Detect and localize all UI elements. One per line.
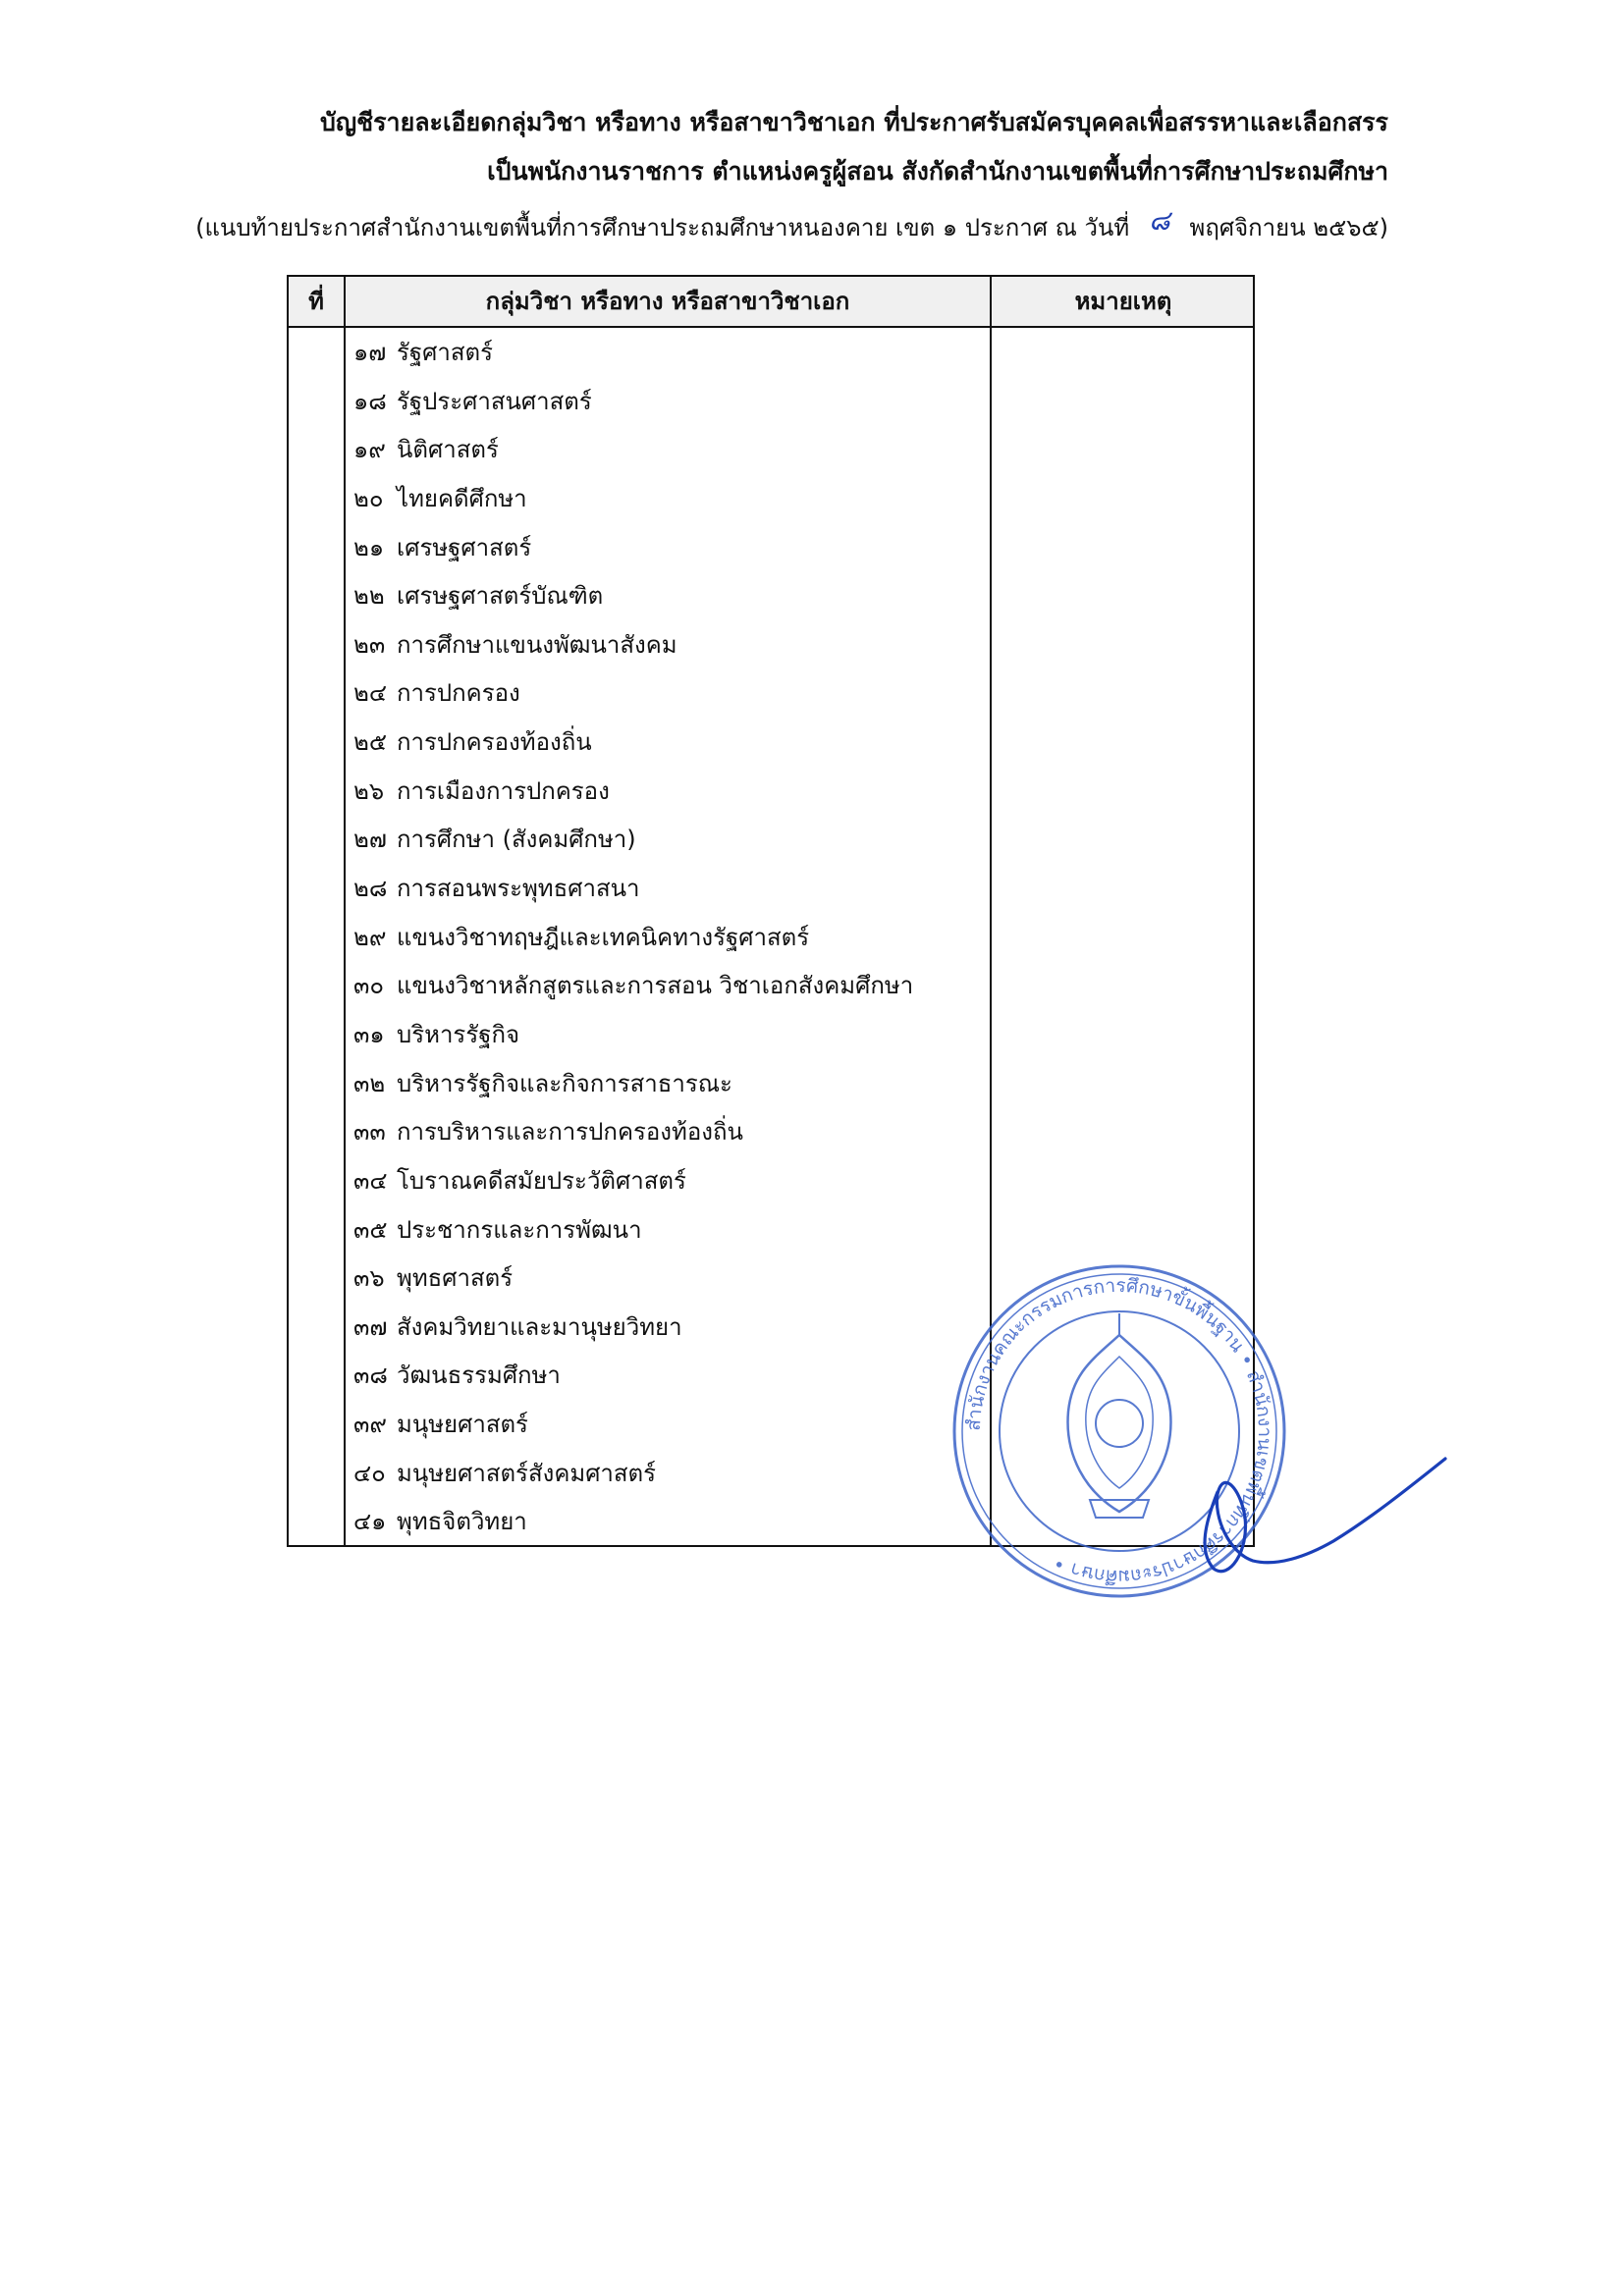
table-row (353, 525, 982, 574)
subtitle-month-year: พฤศจิกายน ๒๕๖๕) (1189, 214, 1388, 241)
row-subject: สังคมวิทยาและมานุษยวิทยา (397, 1312, 682, 1341)
table-row (353, 817, 982, 866)
row-subject: เศรษฐศาสตร์ (397, 533, 532, 561)
table-row (353, 427, 982, 476)
table-row (353, 1158, 982, 1207)
table-row (353, 1109, 982, 1158)
row-number: ๒๖ (353, 776, 385, 805)
table-row (353, 1499, 982, 1548)
table-row (353, 670, 982, 720)
row-subject: วัฒนธรรมศึกษา (397, 1362, 561, 1390)
row-subject: บริหารรัฐกิจ (397, 1020, 520, 1048)
subject-list (353, 330, 982, 1548)
table-row (353, 866, 982, 915)
row-number: ๔๑ (353, 1508, 387, 1536)
signature-icon (1159, 1433, 1453, 1600)
row-number: ๓๑ (353, 1020, 385, 1048)
table-row (353, 1451, 982, 1500)
table-row (353, 963, 982, 1012)
row-number: ๑๗ (353, 339, 387, 366)
table-row (353, 573, 982, 622)
row-subject: รัฐศาสตร์ (397, 339, 493, 366)
table-row (353, 1305, 982, 1354)
row-number: ๒๑ (353, 533, 385, 561)
header-subject: กลุ่มวิชา หรือทาง หรือสาขาวิชาเอก (485, 288, 850, 315)
table-row (353, 1353, 982, 1402)
row-number: ๒๓ (353, 630, 386, 659)
row-subject: พุทธศาสตร์ (397, 1264, 514, 1293)
table-row (353, 720, 982, 769)
table-row (353, 1207, 982, 1256)
row-subject: มนุษยศาสตร์สังคมศาสตร์ (397, 1459, 657, 1487)
row-subject: การเมืองการปกครอง (397, 776, 610, 805)
table-row (353, 1255, 982, 1305)
row-subject: ไทยคดีศึกษา (397, 484, 527, 512)
row-subject: พุทธจิตวิทยา (397, 1508, 527, 1536)
table-row (353, 1402, 982, 1451)
row-number: ๓๒ (353, 1069, 386, 1097)
row-subject: การศึกษาแขนงพัฒนาสังคม (397, 630, 677, 659)
table-row (353, 1012, 982, 1061)
row-number: ๒๒ (353, 582, 385, 611)
document-title-line-2: เป็นพนักงานราชการ ตำแหน่งครูผู้สอน สังกัดสำนักงานเขตพื้นที่การศึกษาประถมศึกษา (487, 157, 1388, 186)
document-title-line-1: บัญชีรายละเอียดกลุ่มวิชา หรือทาง หรือสาขาวิชาเอก ที่ประกาศรับสมัครบุคคลเพื่อสรรหาและเลือกสรร (319, 108, 1388, 136)
row-subject: การบริหารและการปกครองท้องถิ่น (397, 1118, 743, 1147)
table-row (353, 915, 982, 964)
row-number: ๑๙ (353, 436, 386, 464)
row-number: ๒๕ (353, 728, 387, 757)
header-remark: หมายเหตุ (1074, 288, 1172, 315)
row-number: ๓๕ (353, 1215, 388, 1244)
row-subject: รัฐประศาสนศาสตร์ (397, 387, 592, 415)
row-subject: การศึกษา (สังคมศึกษา) (397, 826, 636, 854)
row-number: ๓๗ (353, 1312, 388, 1341)
row-subject: โบราณคดีสมัยประวัติศาสตร์ (397, 1166, 686, 1195)
row-number: ๓๓ (353, 1118, 386, 1147)
row-subject: นิติศาสตร์ (397, 436, 499, 464)
row-number: ๒๘ (353, 875, 388, 903)
row-number: ๓๐ (353, 972, 385, 1000)
table-row (353, 769, 982, 818)
table-row (353, 1061, 982, 1110)
table-row (353, 476, 982, 525)
table-row (353, 330, 982, 379)
row-number: ๓๙ (353, 1411, 387, 1439)
row-subject: ประชากรและการพัฒนา (397, 1215, 642, 1244)
table-row (353, 622, 982, 671)
row-subject: แขนงวิชาทฤษฎีและเทคนิคทางรัฐศาสตร์ (397, 923, 810, 951)
row-subject: มนุษยศาสตร์ (397, 1411, 528, 1439)
row-number: ๑๘ (353, 387, 387, 415)
row-subject: การสอนพระพุทธศาสนา (397, 875, 640, 903)
row-subject: การปกครอง (397, 679, 520, 708)
handwritten-date: ๘ (1149, 204, 1170, 237)
row-subject: แขนงวิชาหลักสูตรและการสอน วิชาเอกสังคมศึกษา (397, 972, 914, 1000)
row-subject: เศรษฐศาสตร์บัณฑิต (397, 582, 604, 611)
subtitle-text: (แนบท้ายประกาศสำนักงานเขตพื้นที่การศึกษาประถมศึกษาหนองคาย เขต ๑ ประกาศ ณ วันที่ (195, 214, 1130, 241)
row-number: ๒๗ (353, 826, 387, 854)
row-number: ๒๔ (353, 679, 387, 708)
document-subtitle (147, 204, 1388, 244)
row-number: ๒๐ (353, 484, 384, 512)
row-number: ๓๔ (353, 1166, 388, 1195)
row-subject: การปกครองท้องถิ่น (397, 728, 592, 757)
row-subject: บริหารรัฐกิจและกิจการสาธารณะ (397, 1069, 732, 1097)
row-number: ๒๙ (353, 923, 387, 951)
seal-text: สำนักงานคณะกรรมการการศึกษาขั้นพื้นฐาน • สำนักงานเขตพื้นที่การศึกษาประถมศึกษา • (962, 1274, 1276, 1588)
header-number: ที่ (308, 288, 324, 315)
row-number: ๓๖ (353, 1264, 385, 1293)
row-number: ๔๐ (353, 1459, 386, 1487)
column-divider-1 (344, 277, 346, 1545)
table-row (353, 379, 982, 428)
row-number: ๓๘ (353, 1362, 388, 1390)
